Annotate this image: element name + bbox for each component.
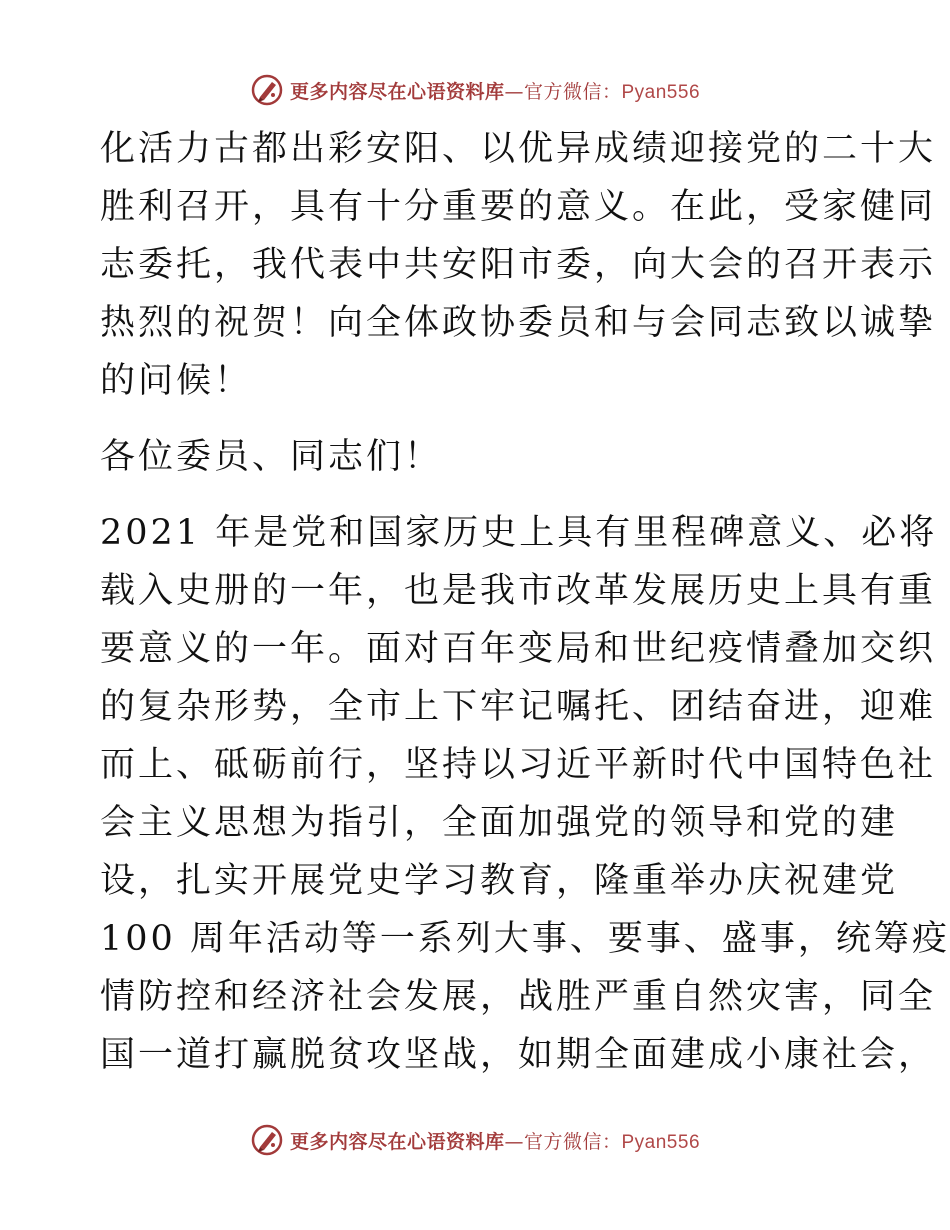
text-line: 各位委员、同志们！ xyxy=(100,437,443,477)
text-line: 热烈的祝贺！向全体政协委员和与会同志致以诚挚 xyxy=(100,303,937,343)
paragraph-gap xyxy=(100,486,850,504)
watermark-id: Pyan556 xyxy=(621,1131,701,1153)
text-line: 载入史册的一年，也是我市改革发展历史上具有重 xyxy=(100,571,937,611)
text-line: 100 周年活动等一系列大事、要事、盛事，统筹疫 xyxy=(100,919,950,959)
text-line: 化活力古都出彩安阳、以优异成绩迎接党的二十大 xyxy=(100,129,937,169)
watermark-sub: 官方微信： xyxy=(523,80,622,103)
text-line: 2021 年是党和国家历史上具有里程碑意义、必将 xyxy=(100,513,938,553)
watermark-sub: 官方微信： xyxy=(523,1130,622,1153)
text-line: 会主义思想为指引，全面加强党的领导和党的建 xyxy=(100,803,899,843)
text-line: 国一道打赢脱贫攻坚战，如期全面建成小康社会， xyxy=(100,1035,937,1075)
text-line: 胜利召开，具有十分重要的意义。在此，受家健同 xyxy=(100,187,937,227)
text-line: 要意义的一年。面对百年变局和世纪疫情叠加交织 xyxy=(100,629,937,669)
text-line: 而上、砥砺前行，坚持以习近平新时代中国特色社 xyxy=(100,745,937,785)
watermark-main: 更多内容尽在心语资料库 xyxy=(289,1130,505,1153)
watermark-dash: — xyxy=(504,80,524,103)
watermark-text xyxy=(290,77,700,104)
pen-logo-icon xyxy=(250,73,284,107)
text-line: 设，扎实开展党史学习教育，隆重举办庆祝建党 xyxy=(100,861,899,901)
watermark-main: 更多内容尽在心语资料库 xyxy=(289,80,505,103)
paragraph xyxy=(100,120,937,410)
text-line: 志委托，我代表中共安阳市委，向大会的召开表示 xyxy=(100,245,937,285)
document-body xyxy=(100,120,950,1084)
text-line: 的问候！ xyxy=(100,361,253,401)
text-line: 情防控和经济社会发展，战胜严重自然灾害，同全 xyxy=(100,977,937,1017)
watermark-text xyxy=(290,1127,700,1154)
paragraph xyxy=(100,428,850,486)
header-watermark xyxy=(0,70,950,110)
watermark-id: Pyan556 xyxy=(621,81,701,103)
paragraph-gap xyxy=(100,410,850,428)
paragraph xyxy=(100,504,950,1084)
text-line: 的复杂形势，全市上下牢记嘱托、团结奋进，迎难 xyxy=(100,687,937,727)
pen-logo-icon xyxy=(250,1123,284,1157)
watermark-dash: — xyxy=(504,1130,524,1153)
footer-watermark xyxy=(0,1120,950,1160)
